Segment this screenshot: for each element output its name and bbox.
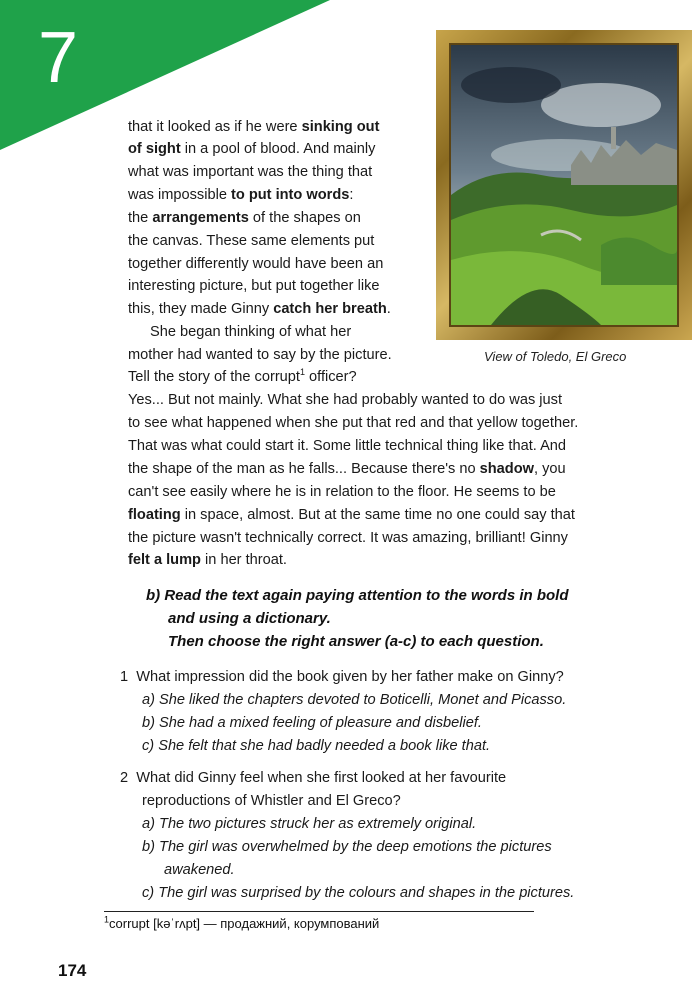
question-2: 2 What did Ginny feel when she first looked at her favourite <box>120 770 507 786</box>
passage-line: of sight in a pool of blood. And mainly <box>128 141 376 157</box>
footnote-divider <box>104 911 534 912</box>
passage-line: was impossible to put into words: <box>128 187 354 203</box>
passage-line: to see what happened when she put that red and that yellow together. <box>128 415 579 431</box>
chapter-number: 7 <box>38 18 79 98</box>
task-instruction: and using a dictionary. <box>168 610 331 627</box>
passage-line: Yes... But not mainly. What she had probably wanted to do was just <box>128 392 563 408</box>
passage-line: this, they made Ginny catch her breath. <box>128 301 391 317</box>
passage-line: interesting picture, but put together like <box>128 278 380 294</box>
passage-line: the shape of the man as he falls... Because there's no shadow, you <box>128 461 566 477</box>
footnote-marker: 1 <box>299 367 305 378</box>
footnote: $^1$corrupt [kəˈrʌpt] — продажний, корумпований <box>104 914 380 931</box>
task-instruction: Then choose the right answer (a-c) to each question. <box>168 633 544 650</box>
passage-line: mother had wanted to say by the picture. <box>128 347 392 363</box>
question-1-option-c: c) She felt that she had badly needed a book like that. <box>142 738 491 754</box>
passage-line: the canvas. These same elements put <box>128 233 375 249</box>
passage-line: floating in space, almost. But at the same time no one could say that <box>128 507 575 523</box>
passage-line: that it looked as if he were sinking out <box>128 119 380 135</box>
question-1-option-b: b) She had a mixed feeling of pleasure and disbelief. <box>142 715 482 731</box>
passage-line: That was what could start it. Some little technical thing like that. And <box>128 438 567 454</box>
question-2-continued: reproductions of Whistler and El Greco? <box>142 793 401 809</box>
passage-line: the arrangements of the shapes on <box>128 210 361 226</box>
passage-line: She began thinking of what her <box>150 324 352 340</box>
question-2-option-a: a) The two pictures struck her as extremely original. <box>142 816 477 832</box>
passage-line: felt a lump in her throat. <box>128 552 287 568</box>
passage-line: Tell the story of the corrupt$^1$ officer? <box>128 367 357 385</box>
question-2-option-b-continued: awakened. <box>164 862 235 878</box>
passage-line: can't see easily where he is in relation to the floor. He seems to be <box>128 484 556 500</box>
task-instruction: b) Read the text again paying attention to the words in bold <box>146 587 569 604</box>
passage-line: what was important was the thing that <box>128 164 373 180</box>
passage-line: the picture wasn't technically correct. It was amazing, brilliant! Ginny <box>128 530 568 546</box>
passage-line: together differently would have been an <box>128 256 384 272</box>
painting-caption: View of Toledo, El Greco <box>484 349 627 364</box>
page-number: 174 <box>58 961 87 980</box>
question-1-option-a: a) She liked the chapters devoted to Boticelli, Monet and Picasso. <box>142 692 567 708</box>
painting-view-of-toledo <box>449 43 679 327</box>
question-1: 1 What impression did the book given by her father make on Ginny? <box>120 669 564 685</box>
painting-frame <box>436 30 692 340</box>
question-2-option-c: c) The girl was surprised by the colours and shapes in the pictures. <box>142 885 575 901</box>
question-2-option-b: b) The girl was overwhelmed by the deep emotions the pictures <box>142 839 552 855</box>
